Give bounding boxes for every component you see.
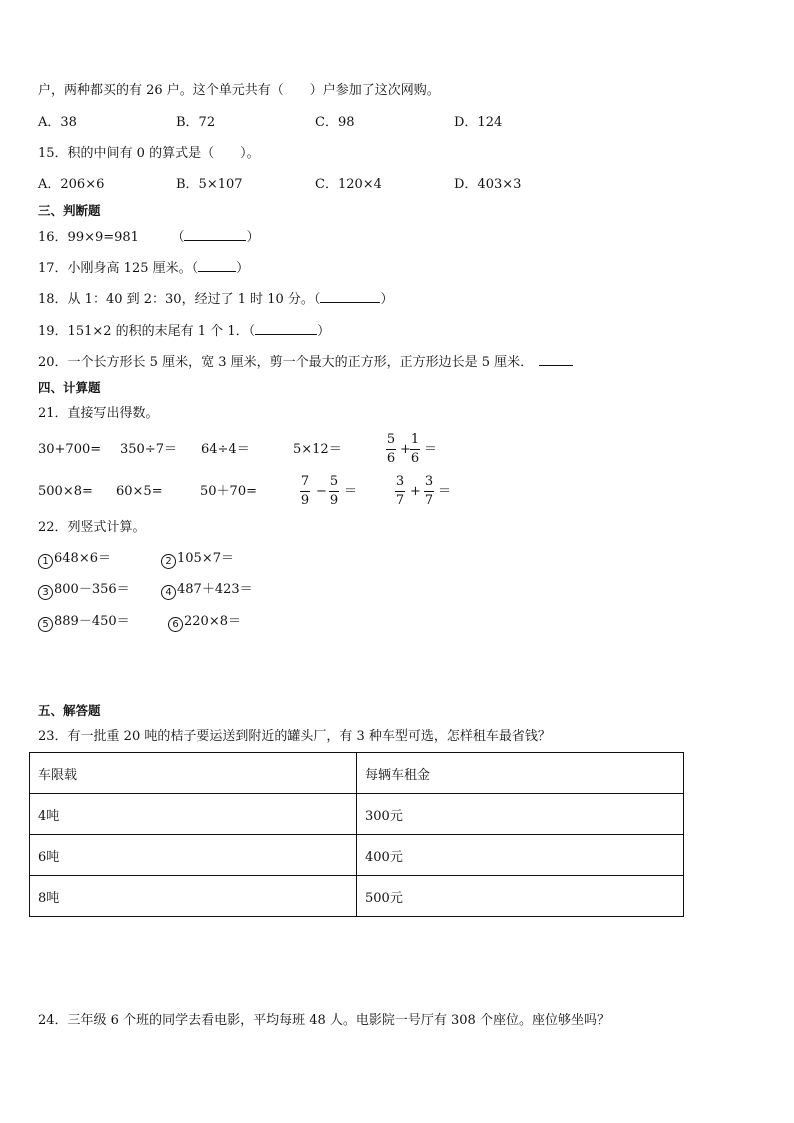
judge-item-17: [38, 259, 249, 278]
q21-stem: 21．直接写出得数。: [38, 406, 159, 421]
fraction: [424, 474, 434, 509]
judge-item-text: 17．小刚身高 125 厘米。（: [38, 261, 199, 276]
q22-item-2: [161, 550, 234, 569]
table-cell: 6吨: [30, 835, 357, 876]
judge-item-text: 16．99×9=981 （: [38, 230, 185, 245]
q21-expr: 60×5=: [116, 484, 163, 499]
q15-stem: 15．积的中间有 0 的算式是（ ）。: [38, 146, 260, 161]
fraction: [386, 432, 396, 467]
judge-item-end: ）: [317, 324, 331, 339]
q21-expr: 64÷4＝: [201, 442, 250, 457]
table-cell: 4吨: [30, 794, 357, 835]
fraction: [410, 432, 420, 467]
rental-table: [29, 752, 684, 917]
table-row: [30, 794, 684, 835]
judge-item-end: ）: [236, 261, 250, 276]
judge-item-16: [38, 228, 259, 247]
q22-expr: 800－356＝: [54, 582, 130, 597]
operator: +: [410, 484, 421, 499]
table-cell: 500元: [357, 876, 684, 917]
q22-item-5: [38, 613, 130, 632]
answer-blank[interactable]: [539, 353, 573, 366]
q15-option-b: B．5×107: [176, 177, 243, 192]
q23-stem: 23．有一批重 20 吨的桔子要运送到附近的罐头厂，有 3 种车型可选，怎样租车最省钱？: [38, 729, 551, 744]
operator: +: [400, 442, 411, 457]
numerator: 5: [386, 432, 396, 447]
q22-stem: 22．列竖式计算。: [38, 520, 146, 535]
q15-option-a: A．206×6: [38, 177, 105, 192]
denominator: 9: [300, 493, 310, 508]
circled-number: 5: [38, 617, 53, 632]
equals-sign: ＝: [438, 484, 452, 499]
circled-number: 1: [38, 554, 53, 569]
answer-blank[interactable]: [184, 228, 246, 241]
q15-option-d: D．403×3: [454, 177, 522, 192]
table-row: [30, 876, 684, 917]
table-row: [30, 835, 684, 876]
numerator: 1: [410, 432, 420, 447]
answer-blank[interactable]: [320, 290, 380, 303]
q21-expr: 30+700=: [38, 442, 102, 457]
judge-item-text: 18．从 1：40 到 2：30，经过了 1 时 10 分。（: [38, 292, 321, 307]
q22-item-3: [38, 581, 130, 600]
table-cell: 400元: [357, 835, 684, 876]
table-header-row: [30, 753, 684, 794]
q14-option-c: C．98: [315, 115, 355, 130]
q14-option-b: B．72: [176, 115, 216, 130]
circled-number: 2: [161, 554, 176, 569]
fraction: [329, 474, 339, 509]
numerator: 7: [300, 474, 310, 489]
denominator: 6: [410, 451, 420, 466]
q14-option-a: A．38: [38, 115, 77, 130]
q21-expr: 5×12＝: [293, 442, 342, 457]
circled-number: 6: [168, 617, 183, 632]
q21-expr: 50＋70=: [200, 484, 257, 499]
table-cell: 8吨: [30, 876, 357, 917]
q22-expr: 105×7＝: [177, 551, 234, 566]
numerator: 5: [329, 474, 339, 489]
q14-option-d: D．124: [454, 115, 503, 130]
table-header-cell: 每辆车租金: [357, 753, 684, 794]
table-cell: 300元: [357, 794, 684, 835]
denominator: 9: [329, 493, 339, 508]
circled-number: 4: [161, 585, 176, 600]
numerator: 3: [395, 474, 405, 489]
operator: −: [316, 484, 327, 499]
answer-blank[interactable]: [255, 322, 317, 335]
judge-item-18: [38, 290, 393, 309]
q14-stem-tail: 户，两种都买的有 26 户。这个单元共有（ ）户参加了这次网购。: [38, 83, 440, 98]
equals-sign: ＝: [424, 442, 438, 457]
judge-item-text: 19．151×2 的积的末尾有 1 个 1．（: [38, 324, 256, 339]
q22-expr: 487＋423＝: [177, 582, 253, 597]
judge-item-text: 20．一个长方形长 5 厘米，宽 3 厘米，剪一个最大的正方形，正方形边长是 5 厘米．: [38, 355, 534, 370]
q24-stem: 24．三年级 6 个班的同学去看电影，平均每班 48 人。电影院一号厅有 308 个座位。座位够坐吗？: [38, 1013, 610, 1028]
denominator: 7: [424, 493, 434, 508]
q15-option-c: C．120×4: [315, 177, 382, 192]
q22-item-1: [38, 550, 111, 569]
q22-expr: 220×8＝: [184, 614, 241, 629]
denominator: 7: [395, 493, 405, 508]
denominator: 6: [386, 451, 396, 466]
judge-item-end: ）: [246, 230, 260, 245]
judge-item-20: [38, 353, 573, 372]
equals-sign: ＝: [344, 484, 358, 499]
fraction: [300, 474, 310, 509]
section-heading-calc: 四、计算题: [38, 380, 101, 395]
q22-expr: 889－450＝: [54, 614, 130, 629]
section-heading-solve: 五、解答题: [38, 703, 101, 718]
judge-item-end: ）: [380, 292, 394, 307]
section-heading-judge: 三、判断题: [38, 203, 101, 218]
q21-expr: 350÷7＝: [120, 442, 177, 457]
table-header-cell: 车限载: [30, 753, 357, 794]
q22-item-4: [161, 581, 253, 600]
q22-item-6: [168, 613, 241, 632]
judge-item-19: [38, 322, 330, 341]
q22-expr: 648×6＝: [54, 551, 111, 566]
answer-blank[interactable]: [198, 259, 236, 272]
numerator: 3: [424, 474, 434, 489]
fraction: [395, 474, 405, 509]
q21-expr: 500×8=: [38, 484, 93, 499]
circled-number: 3: [38, 585, 53, 600]
